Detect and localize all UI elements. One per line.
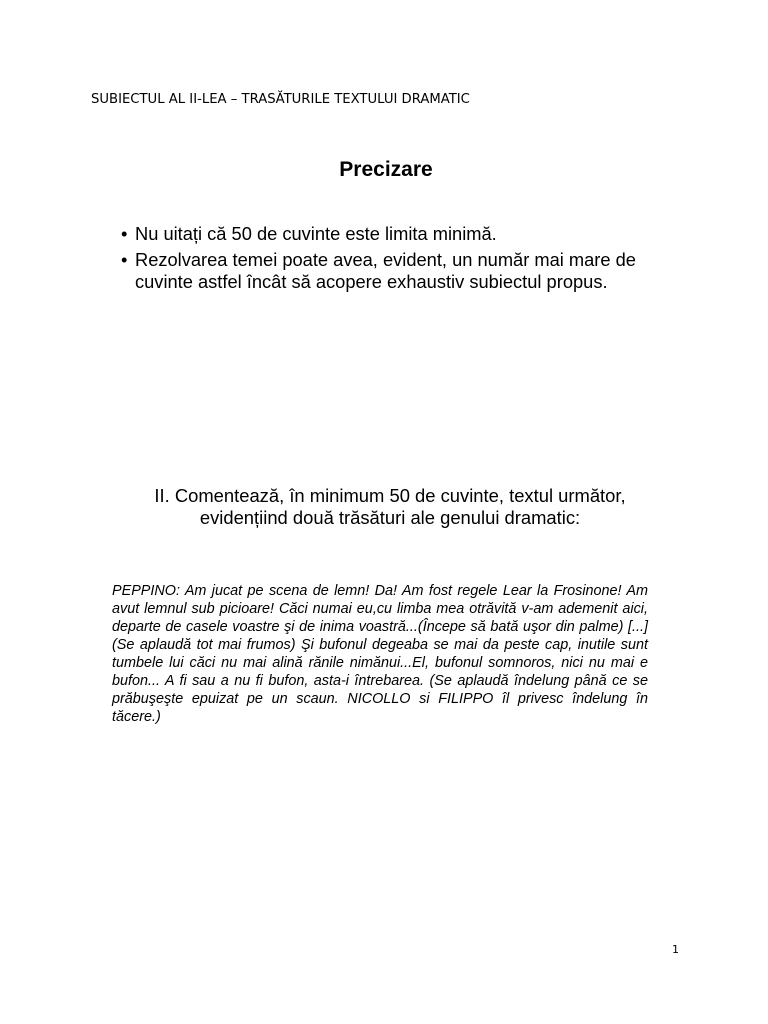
page-number: 1 xyxy=(672,943,679,956)
bullet-marker: • xyxy=(121,223,128,244)
question-prompt: II. Comentează, în minimum 50 de cuvinte, textul următor, evidențiind două trăsături ale genului dramatic: xyxy=(154,485,626,528)
bullet-item xyxy=(121,223,641,245)
bullet-list xyxy=(121,223,641,296)
dramatic-excerpt: PEPPINO: Am jucat pe scena de lemn! Da! Am fost regele Lear la Frosinone! Am avut lemnul sub picioare! Căci numai eu,cu limba mea otrăvită v-am ademenit aici, departe de casele voastre şi de inima voastră...(Începe să bată uşor din palme) [...](Se aplaudă tot mai frumos) Şi bufonul degeaba se mai da peste cap, inutile sunt tumbele lui căci nu mai alină rănile nimănui...El, bufonul somnoros, nici nu mai e bufon... A fi sau a nu fi bufon, asta-i întrebarea. (Se aplaudă îndelung până ce se prăbuşeşte epuizat pe un scaun. NICOLLO si FILIPPO îl privesc îndelung în tăcere.) xyxy=(112,583,648,725)
bullet-marker: • xyxy=(121,248,128,270)
bullet-item xyxy=(121,249,641,293)
slide-title: Precizare xyxy=(339,158,433,181)
bullet-text: Rezolvarea temei poate avea, evident, un număr mai mare de cuvinte astfel încât să acopere exhaustiv subiectul propus. xyxy=(135,248,636,292)
document-header: SUBIECTUL AL II-LEA – TRASĂTURILE TEXTULUI DRAMATIC xyxy=(91,92,470,107)
bullet-text: Nu uitați că 50 de cuvinte este limita minimă. xyxy=(135,223,497,244)
